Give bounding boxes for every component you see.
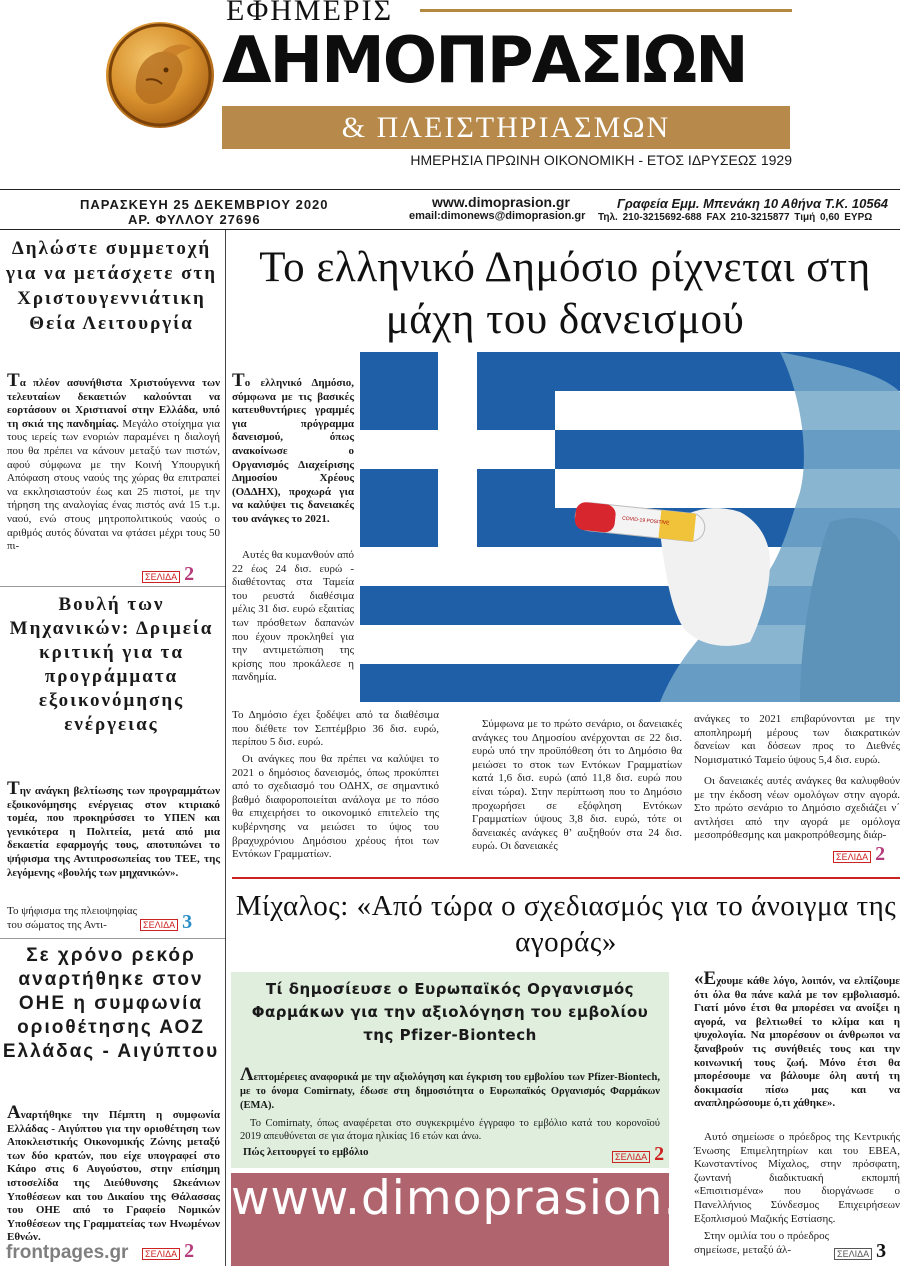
vial-label: COVID-19 POSITIVE <box>621 515 670 527</box>
drop-cap: Λ <box>240 1064 254 1085</box>
contact-phone: Τηλ. 210-3215692-688 FAX 210-3215877 Τιμή 0,60 ΕΥΡΩ <box>598 212 873 223</box>
main-paragraph: ανάγκες το 2021 επιβαρύνονται με την αποπληρωμή μέρους των διακρατικών δανείων και δόσεων προς το Διεθνές Νομισματικό Ταμείο ύψους 5,4 δισ. ευρώ. <box>694 713 900 766</box>
office-address: Γραφεία Εμμ. Μπενάκη 10 Αθήνα Τ.Κ. 10564 <box>617 196 889 211</box>
page-reference[interactable] <box>612 1143 664 1166</box>
hermes-coin-logo <box>106 22 214 128</box>
main-lead: ο ελληνικό Δημόσιο, σύμφωνα με τις βασικές κατευθυντήριες γραμμές για πρόγραμμα δανεισμού, όπως ανακοίνωσε ο Οργανισμός Διαχείρισης Δημοσίου Χρέους (ΟΔΔΗΧ), προχωρά για να καλύψει τις δανειακές του ανάγκες το 2021. <box>232 377 354 525</box>
masthead-subtitle: & ΠΛΕΙΣΤΗΡΙΑΣΜΩΝ <box>222 106 790 149</box>
issue-number: ΑΡ. ΦΥΛΛΟΥ 27696 <box>128 212 261 227</box>
ema-body <box>240 1064 660 1114</box>
page-ref-label: ΣΕΛΙΔΑ <box>834 1248 872 1260</box>
main-paragraph: Οι ανάγκες που θα πρέπει να καλύψει το 2021 ο δημόσιος δανεισμός, όπως προκύπτει από το σχεδιασμό του ΟΔΗΧ, σε σημαντικό βαθμό διαφοροποιείται ανάλογα με το πόσο θα επιχειρήσει το οικονομικό επιτελείο της κυβέρνησης να μειώσει το ύψος του βραχυχρόνιου Δημόσιου χρέους ήτοι των Εντόκων Γραμματίων. <box>232 753 439 861</box>
page-ref-label: ΣΕΛΙΔΑ <box>612 1151 650 1163</box>
page-ref-number: 2 <box>875 843 886 865</box>
page-reference[interactable] <box>834 1240 886 1263</box>
page-ref-label: ΣΕΛΙΔΑ <box>833 851 871 863</box>
page-ref-label: ΣΕΛΙΔΑ <box>142 571 180 583</box>
masthead-rule <box>420 9 792 12</box>
main-paragraph: Αυτές θα κυμανθούν από 22 έως 24 δισ. ευρώ - διαθέτοντας στα Ταμεία του ρευστά διαθέσιμα μέλις 31 δισ. ευρώ εξαιτίας των πρόσθετων δαπανών που έχουν προκληθεί για την αντιμετώπιση της κρίσης που προκάλεσε η πανδημία. <box>232 549 354 684</box>
page-reference[interactable] <box>142 1240 194 1263</box>
article-lead: α πλέον ασυνήθιστα Χριστούγεννα των τελευταίων δεκαετιών καλούνται να εορτάσουν οι Χριστιανοί στην Ελλάδα, υπό τη σκιά της πανδημίας. <box>7 377 220 430</box>
email-link[interactable]: email:dimonews@dimoprasion.gr <box>409 210 586 222</box>
article-lead: ην ανάγκη βελτίωσης των προγραμμάτων εξοικονόμησης ενέργειας στον κτιριακό τομέα, που προκηρύσσει το ΥΠΕΝ και γενικότερα η Πολιτεία, μετά από μια δεκαετία εφαρμογής τους, αποτυπώνει το ψήφισμα της Αντιπροσωπείας του ΤΕΕ, της λεγόμενης «βουλής των μηχανικών». <box>7 785 220 879</box>
column-divider <box>225 230 226 1266</box>
article-body <box>7 778 220 897</box>
drop-cap: Α <box>7 1102 21 1123</box>
hermes-head-icon <box>106 22 214 128</box>
issue-date: ΠΑΡΑΣΚΕΥΗ 25 ΔΕΚΕΜΒΡΙΟΥ 2020 <box>80 197 329 212</box>
article-body <box>7 1102 220 1244</box>
article-headline[interactable]: Βουλή των Μηχανικών: Δριμεία κριτική για τα προγράμματα εξοικονόμησης ενέργειας <box>9 594 214 735</box>
info-rule-top <box>0 189 900 190</box>
greek-flag-image <box>360 352 900 702</box>
page-reference[interactable] <box>140 911 192 934</box>
article-lead: ναρτήθηκε την Πέμπτη η συμφωνία Ελλάδας - Αιγύπτου για την οριοθέτηση των Αποκλειστικής Οικονομικής Ζώνης μεταξύ των δύο κρατών, που είχε υπογραφεί στο Κάιρο στις 6 Αυγούστου, στην επίσημη ιστοσελίδα της Διεύθυνσης Ωκεάνιων Υποθέσεων και του Δικαίου της Θάλασσας του ΟΗΕ από το Γραφείο Νομικών Υποθέσεων της Γραμματείας των Ηνωμένων Εθνών. <box>7 1109 220 1244</box>
article-headline[interactable]: Σε χρόνο ρεκόρ αναρτήθηκε στον ΟΗΕ η συμφωνία οριοθέτησης ΑΟΖ Ελλάδας - Αιγύπτου <box>2 945 220 1062</box>
website-link[interactable]: www.dimoprasion.gr <box>432 194 570 210</box>
ema-headline[interactable]: Τί δημοσίευσε ο Ευρωπαϊκός Οργανισμός Φαρμάκων για την αξιολόγηση του εμβολίου της Pfizer-Biontech <box>251 980 649 1044</box>
page-ref-number: 3 <box>182 911 193 933</box>
page-ref-number: 2 <box>184 563 195 585</box>
article-text: Μεγάλο στοίχημα για τους ιερείς των ενοριών παραμένει η διαλογή που θα πρέπει να κάνουν μεταξύ των πιστών, αφού σύμφωνα με την Κοινή Υπουργική Απόφαση στους ναούς της χώρας θα επιτραπεί να εκκλησιαστούν έως και 25 πιστοί, με την τήρηση της αναλογίας ένας πιστός ανά 15 τ.μ. ναού, ενώ στους μητροπολιτικούς ναούς ο αριθμός αυτός δύναται να φτάσει μέχρι τους 50 πι- <box>7 417 220 553</box>
section-rule <box>0 586 225 587</box>
page-ref-number: 2 <box>654 1143 665 1165</box>
info-rule-bottom <box>0 229 900 230</box>
page-ref-number: 3 <box>876 1240 887 1262</box>
main-headline[interactable]: Το ελληνικό Δημόσιο ρίχνεται στη μάχη του δανεισμού <box>259 244 871 343</box>
drop-cap: «Ε <box>694 968 717 989</box>
main-paragraph: Σύμφωνα με το πρώτο σενάριο, οι δανειακές ανάγκες του Δημοσίου ανέρχονται σε 22 δισ. ευρώ υπό την προϋπόθεση ότι το Δημόσιο θα μειώσει το στοκ των Εντόκων Γραμματίων κατά 1,6 δισ. ευρώ (από 11,8 δισ. ευρώ που είναι τώρα). Στην περίπτωση που το Δημόσιο προχωρήσει σε εξόφληση Εντόκων Γραμματίων ύψους 3,8 δισ. ευρώ, τότε οι δανειακές ανάγκες θ’ αυξηθούν στα 24 δισ. ευρώ. Οι δανειακές <box>472 718 682 853</box>
main-photo <box>360 352 900 702</box>
ema-text: Το Comirnaty, όπως αναφέρεται στο συγκεκριμένο έγγραφο το εμβόλιο κατά του κορονοϊού 2019 απευθύνεται σε για άτομα ηλικίας 16 ετών και άνω. <box>240 1118 660 1142</box>
main-lead-body <box>232 370 354 549</box>
article-headline[interactable]: Δηλώστε συμμετοχή για να μετάσχετε στη Χριστουγεννιάτικη Θεία Λειτουργία <box>6 238 217 334</box>
second-body <box>694 968 900 1128</box>
article-text: Το ψήφισμα της πλειοψηφίας του σώματος της Αντι- <box>7 905 137 931</box>
drop-cap: Τ <box>232 370 245 391</box>
page-ref-label: ΣΕΛΙΔΑ <box>142 1248 180 1260</box>
page-ref-label: ΣΕΛΙΔΑ <box>140 919 178 931</box>
main-paragraph: Το Δημόσιο έχει ξοδέψει από τα διαθέσιμα που διέθετε τον Σεπτέμβριο 36 δισ. ευρώ, περίπου 5 δισ. ευρώ. <box>232 709 439 749</box>
page-ref-number: 2 <box>184 1240 195 1262</box>
second-text: Αυτό σημείωσε ο πρόεδρος της Κεντρικής Ένωσης Επιμελητηρίων και του ΕΒΕΑ, Κωνσταντίνος Μίχαλος, στην πρόσφατη, ζωντανή διαδικτυακή εκπομπή «Επισιτισμένα» που διοργάνωσε ο Πανελλήνιος Σύνδεσμος Επιχειρήσεων Εξοπλισμού Μαζικής Εστίασης. <box>694 1131 900 1225</box>
main-paragraph: Οι δανειακές αυτές ανάγκες θα καλυφθούν με την έκδοση νέων ομολόγων στην αγορά. Στο πρώτο σενάριο το Δημόσιο σχεδιάζει ν΄ αντλήσει από την αγορά με ομόλογα μεσοπρόθεσμης και μακροπρόθεσμης διάρ- <box>694 775 900 842</box>
section-rule <box>0 938 225 939</box>
drop-cap: Τ <box>7 778 20 799</box>
second-text: Στην ομιλία του ο πρόεδρος σημείωσε, μεταξύ άλ- <box>694 1230 829 1256</box>
ema-lead: επτομέρειες αναφορικά με την αξιολόγηση και έγκριση του εμβολίου των Pfizer-Biontech, με το όνομα Comirnaty, έδωσε στη δημοσιότητα ο Ευρωπαϊκός Οργανισμός Φαρμάκων (ΕΜΑ). <box>240 1072 660 1111</box>
second-lead: χουμε κάθε λόγο, λοιπόν, να ελπίζουμε ότι όλα θα πάνε καλά με τον εμβολιασμό. Γιατί μόνο έτσι θα μπορέσει να ανοίξει η αγορά, να βελτιωθεί το κλίμα και η ψυχολογία. Να μπορέσουν οι άνθρωποι να ξαναβρούν τις συνήθειές τους και την κοινωνική τους ζωή. Μόνο έτσι θα μπορέσουμε να βάλουμε όλη αυτή τη δοκιμασία πίσω μας και να αναπληρώσουμε ό,τι χάθηκε». <box>694 975 900 1110</box>
section-rule-red <box>232 877 900 879</box>
masthead-top: ΕΦΗΜΕΡΙΣ <box>226 0 394 27</box>
drop-cap: Τ <box>7 370 20 391</box>
website-banner[interactable]: www.dimoprasion.gr <box>231 1173 669 1266</box>
watermark: frontpages.gr <box>6 1242 129 1263</box>
masthead-title: ΔΗΜΟΠΡΑΣΙΩΝ <box>222 24 747 98</box>
ema-subheading: Πώς λειτουργεί το εμβόλιο <box>243 1146 369 1158</box>
page-reference[interactable] <box>833 843 885 866</box>
masthead-tagline: ΗΜΕΡΗΣΙΑ ΠΡΩΙΝΗ ΟΙΚΟΝΟΜΙΚΗ - ΕΤΟΣ ΙΔΡΥΣΕΩΣ 1929 <box>410 152 792 168</box>
article-body <box>7 370 220 582</box>
second-headline[interactable]: Μίχαλος: «Από τώρα ο σχεδιασμός για το άνοιγμα της αγοράς» <box>235 890 897 958</box>
page-reference[interactable] <box>142 563 194 586</box>
